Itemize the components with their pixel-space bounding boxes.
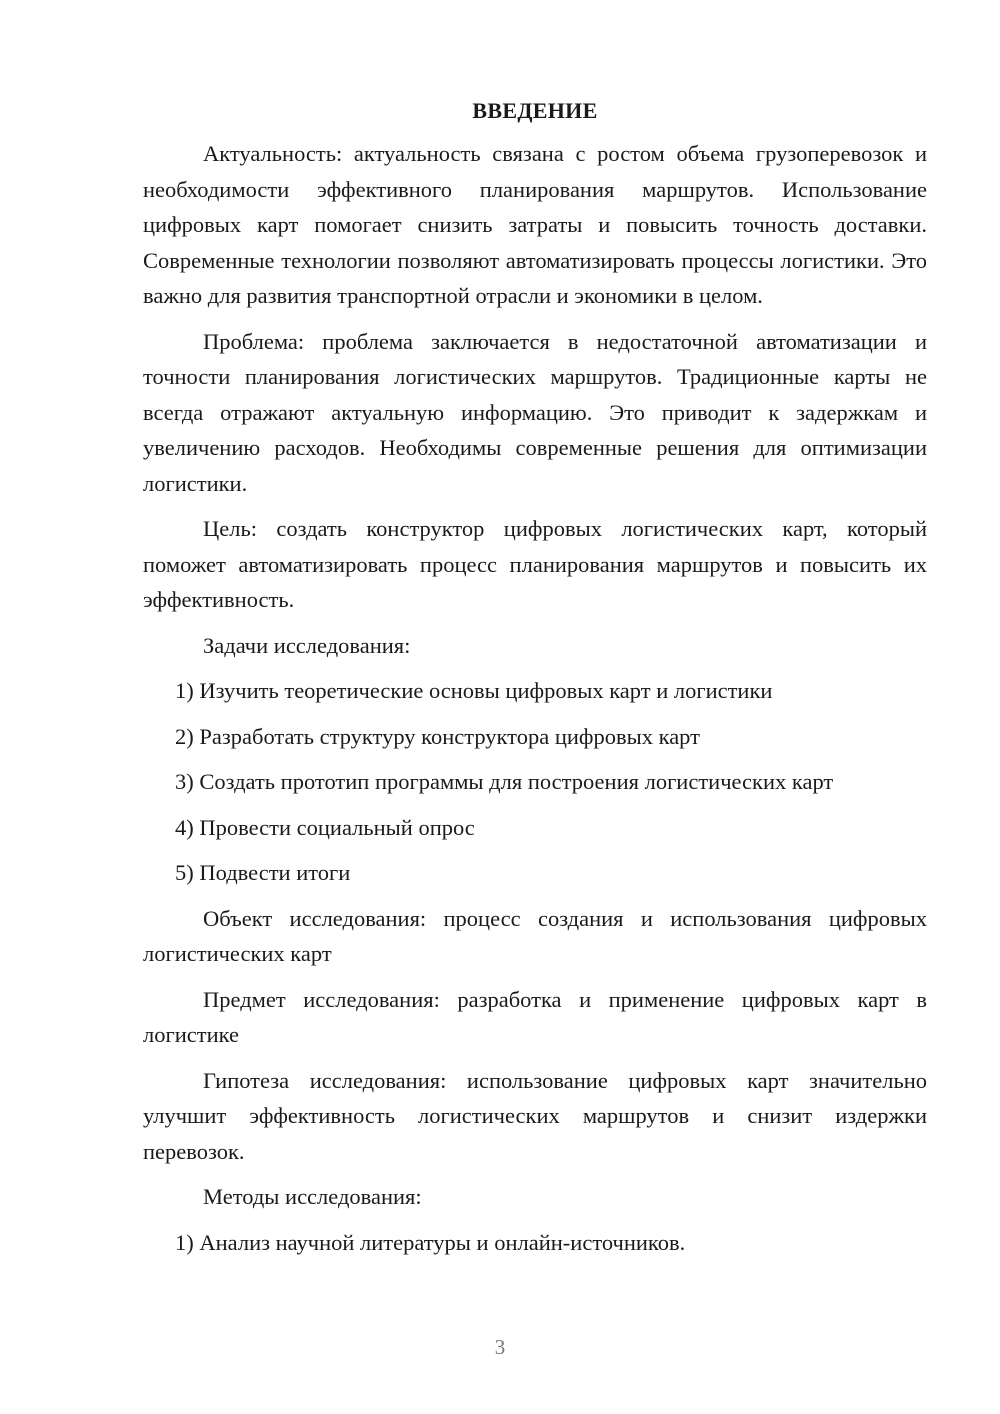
problem-paragraph: Проблема: проблема заключается в недостаточной автоматизации и точности планирования логистических маршрутов. Традиционные карты не всегда отражают актуальную информацию. Это приводит к задержкам и увеличению расходов. Необходимы современные решения для оптимизации логистики. <box>143 328 927 496</box>
method-item: 1) Анализ научной литературы и онлайн-источников. <box>175 1229 686 1255</box>
task-item: 2) Разработать структуру конструктора цифровых карт <box>175 723 700 749</box>
task-item: 4) Провести социальный опрос <box>175 814 475 840</box>
tasks-label: Задачи исследования: <box>203 632 411 658</box>
object-paragraph: Объект исследования: процесс создания и использования цифровых логистических карт <box>143 905 927 966</box>
section-title: ВВЕДЕНИЕ <box>472 98 598 123</box>
task-item: 3) Создать прототип программы для построения логистических карт <box>175 769 834 794</box>
page-number: 3 <box>494 1335 506 1359</box>
page-content <box>143 96 927 1270</box>
goal-paragraph: Цель: создать конструктор цифровых логистических карт, который поможет автоматизировать процесс планирования маршрутов и повысить их эффективность. <box>143 516 927 612</box>
subject-paragraph: Предмет исследования: разработка и применение цифровых карт в логистике <box>143 986 927 1047</box>
task-item: 5) Подвести итоги <box>175 860 351 885</box>
methods-label: Методы исследования: <box>203 1184 422 1209</box>
hypothesis-paragraph: Гипотеза исследования: использование цифровых карт значительно улучшит эффективность логистических маршрутов и снизит издержки перевозок. <box>143 1067 927 1164</box>
task-item: 1) Изучить теоретические основы цифровых карт и логистики <box>175 678 773 703</box>
relevance-paragraph: Актуальность: актуальность связана с ростом объема грузоперевозок и необходимости эффективного планирования маршрутов. Использование цифровых карт помогает снизить затраты и повысить точность доставки. Современные технологии позволяют автоматизировать процессы логистики. Это важно для развития транспортной отрасли и экономики в целом. <box>143 141 927 308</box>
